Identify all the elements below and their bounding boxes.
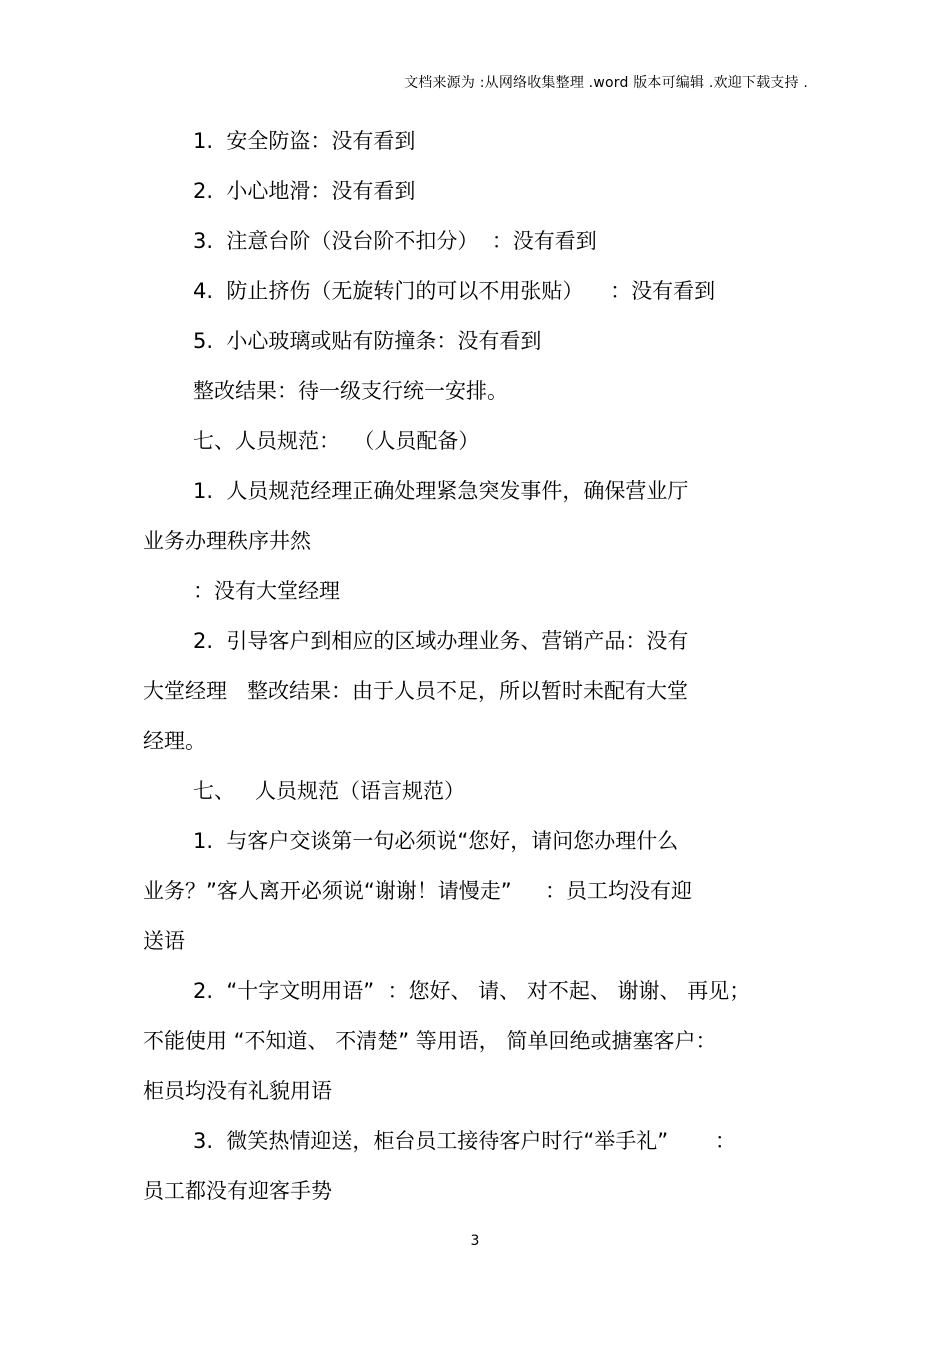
text-line: 整改结果：待一级支行统一安排。 xyxy=(193,379,508,403)
text-line: 柜员均没有礼貌用语 xyxy=(143,1079,332,1103)
section-heading: 七、 人员规范（语言规范） xyxy=(193,779,466,803)
text-line: 3. 微笑热情迎送，柜台员工接待客户时行“举手礼” ： xyxy=(193,1129,736,1153)
text-line: 不能使用 “不知道、 不清楚” 等用语， 简单回绝或搪塞客户： xyxy=(143,1029,717,1053)
text-line: 经理。 xyxy=(143,729,206,753)
text-line: 业务办理秩序井然 xyxy=(143,529,311,553)
text-line: ：没有大堂经理 xyxy=(193,579,340,603)
text-line: 员工都没有迎客手势 xyxy=(143,1179,332,1203)
text-line: 业务？”客人离开必须说“谢谢！请慢走” ：员工均没有迎 xyxy=(143,879,693,903)
section-heading: 七、人员规范： （人员配备） xyxy=(193,429,480,453)
page-header: 文档来源为 :从网络收集整理 .word 版本可编辑 .欢迎下载支持 . xyxy=(404,75,808,91)
text-line: 5. 小心玻璃或贴有防撞条：没有看到 xyxy=(193,329,542,353)
text-line: 2. “十字文明用语” ：您好、 请、 对不起、 谢谢、 再见； xyxy=(193,979,751,1003)
text-line: 2. 小心地滑：没有看到 xyxy=(193,179,416,203)
text-line: 4. 防止挤伤（无旋转门的可以不用张贴） ：没有看到 xyxy=(193,279,716,303)
text-line: 3. 注意台阶（没台阶不扣分） ：没有看到 xyxy=(193,229,597,253)
text-line: 大堂经理 整改结果：由于人员不足，所以暂时未配有大堂 xyxy=(143,679,689,703)
text-line: 1. 与客户交谈第一句必须说“您好，请问您办理什么 xyxy=(193,829,679,853)
text-line: 送语 xyxy=(143,929,185,953)
text-line: 1. 人员规范经理正确处理紧急突发事件，确保营业厅 xyxy=(193,479,689,503)
page-number: 3 xyxy=(470,1233,480,1249)
text-line: 1. 安全防盗：没有看到 xyxy=(193,129,416,153)
text-line: 2. 引导客户到相应的区域办理业务、营销产品：没有 xyxy=(193,629,689,653)
